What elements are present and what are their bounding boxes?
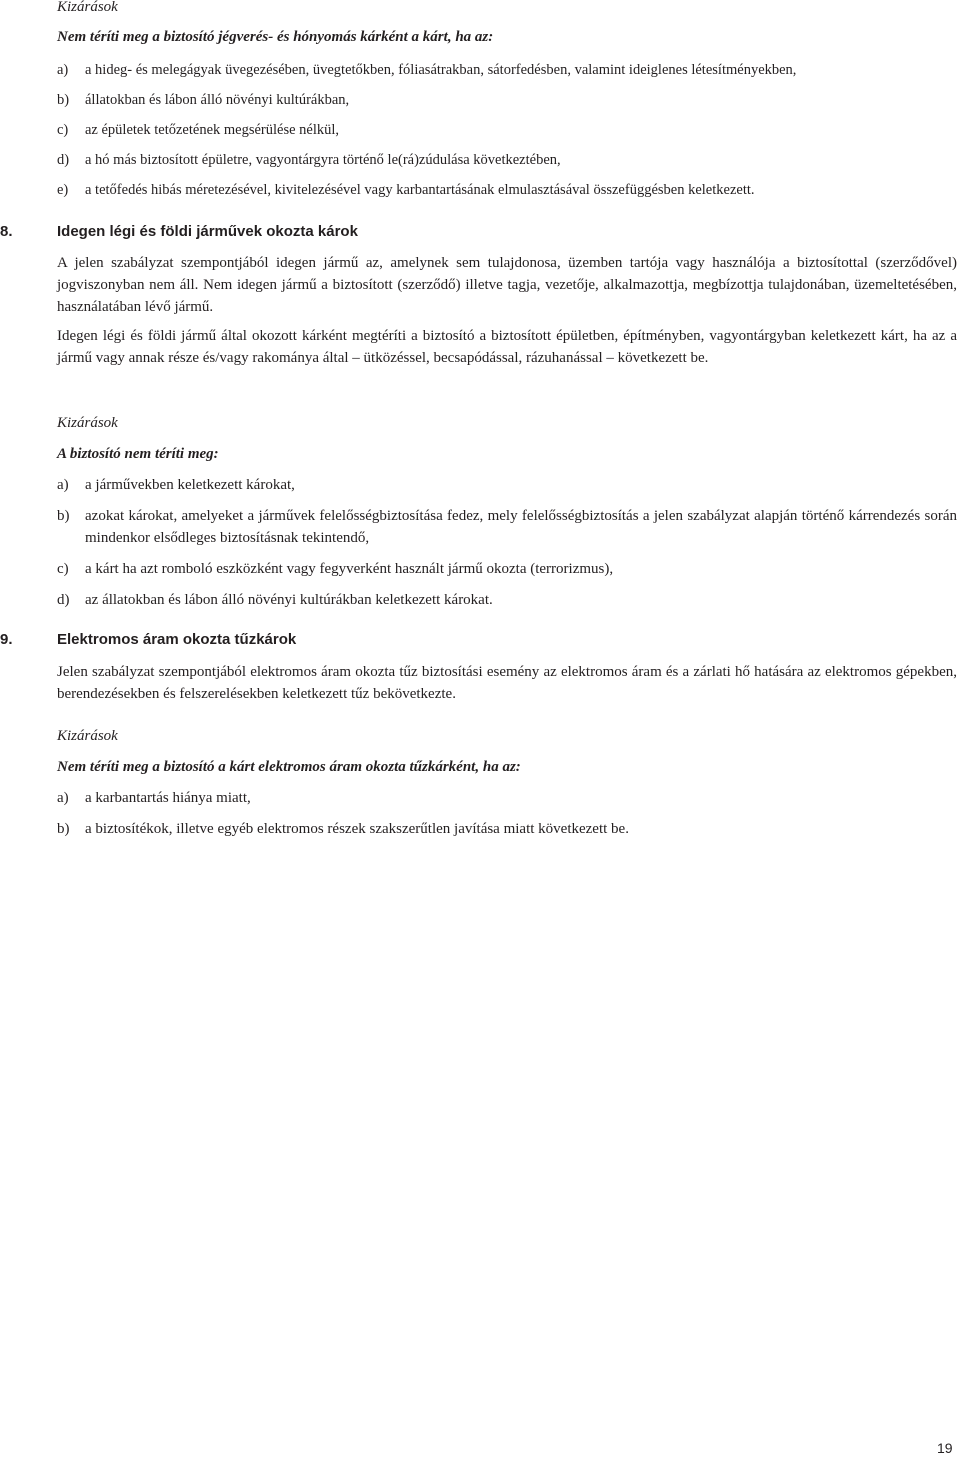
exclusion-intro: Nem téríti meg a biztosító jégverés- és hónyomás kárként a kárt, ha az: bbox=[57, 29, 494, 45]
list-item: a) a járművekben keletkezett károkat, bbox=[57, 477, 295, 493]
kizarasok-heading: Kizárások bbox=[57, 415, 118, 431]
list-item: a) a karbantartás hiánya miatt, bbox=[57, 790, 251, 806]
list-item: e) a tetőfedés hibás méretezésével, kivitelezésével vagy karbantartásának elmulasztásával összefüggésben keletkezett. bbox=[57, 182, 755, 198]
exclusion-intro: Nem téríti meg a biztosító a kárt elektromos áram okozta tűzkárként, ha az: bbox=[57, 759, 521, 775]
list-item: a) a hideg- és melegágyak üvegezésében, üvegtetőkben, fóliasátrakban, sátorfedésben, valamint ideiglenes létesítményekben, bbox=[57, 62, 797, 78]
kizarasok-heading: Kizárások bbox=[57, 0, 118, 15]
list-item: b) a biztosítékok, illetve egyéb elektromos részek szakszerűtlen javítása miatt következett be. bbox=[57, 821, 629, 837]
kizarasok-heading: Kizárások bbox=[57, 728, 118, 744]
exclusion-list bbox=[57, 474, 957, 620]
list-item: d) az állatokban és lábon álló növényi kultúrákban keletkezett károkat. bbox=[57, 592, 493, 608]
list-item: b) azokat károkat, amelyeket a járművek felelősségbiztosítása fedez, mely felelősségbiztosítás a jelen szabályzat alapján történő kárrendezés során mindenkor elsődleges biztosításnak tekintendő, bbox=[57, 508, 957, 546]
list-item: d) a hó más biztosított épületre, vagyontárgyra történő le(rá)zúdulása következtében, bbox=[57, 152, 561, 168]
exclusion-intro: A biztosító nem téríti meg: bbox=[57, 446, 219, 462]
section-9-title: 9. Elektromos áram okozta tűzkárok bbox=[0, 631, 297, 648]
section-8-paragraph-2: Idegen légi és földi jármű által okozott kárként megtéríti a biztosító a biztosított épületben, építményben, vagyontárgyban keletkezett kárt, ha az a jármű vagy annak része és/vagy rakománya által – ütközéssel, becsapódással, rázuhanással – következett be. bbox=[57, 328, 957, 366]
list-item: c) a kárt ha azt romboló eszközként vagy fegyverként használt jármű okozta (terrorizmus), bbox=[57, 561, 614, 577]
section-8-paragraph-1: A jelen szabályzat szempontjából idegen jármű az, amelynek sem tulajdonosa, üzemben tartója vagy használója a biztosítottal (szerződővel) jogviszonyban nem áll. Nem idegen jármű a biztosított (szerződő) illetve tagja, vezetője, alkalmazottja, megbízottja tulajdonában, üzemeltetésében, használatában lévő jármű. bbox=[57, 255, 957, 315]
page-number: 19 bbox=[937, 1440, 953, 1456]
list-item: b) állatokban és lábon álló növényi kultúrákban, bbox=[57, 92, 350, 108]
list-item: c) az épületek tetőzetének megsérülése nélkül, bbox=[57, 122, 340, 138]
section-8-title: 8. Idegen légi és földi járművek okozta károk bbox=[0, 223, 358, 240]
section-9-paragraph-1: Jelen szabályzat szempontjából elektromos áram okozta tűz biztosítási esemény az elektromos áram és a zárlati hő hatására az elektromos gépekben, berendezésekben és felszerelésekben keletkezett tűz bekövetkezte. bbox=[57, 664, 957, 702]
exclusion-list bbox=[57, 787, 957, 849]
exclusion-list bbox=[57, 59, 957, 209]
